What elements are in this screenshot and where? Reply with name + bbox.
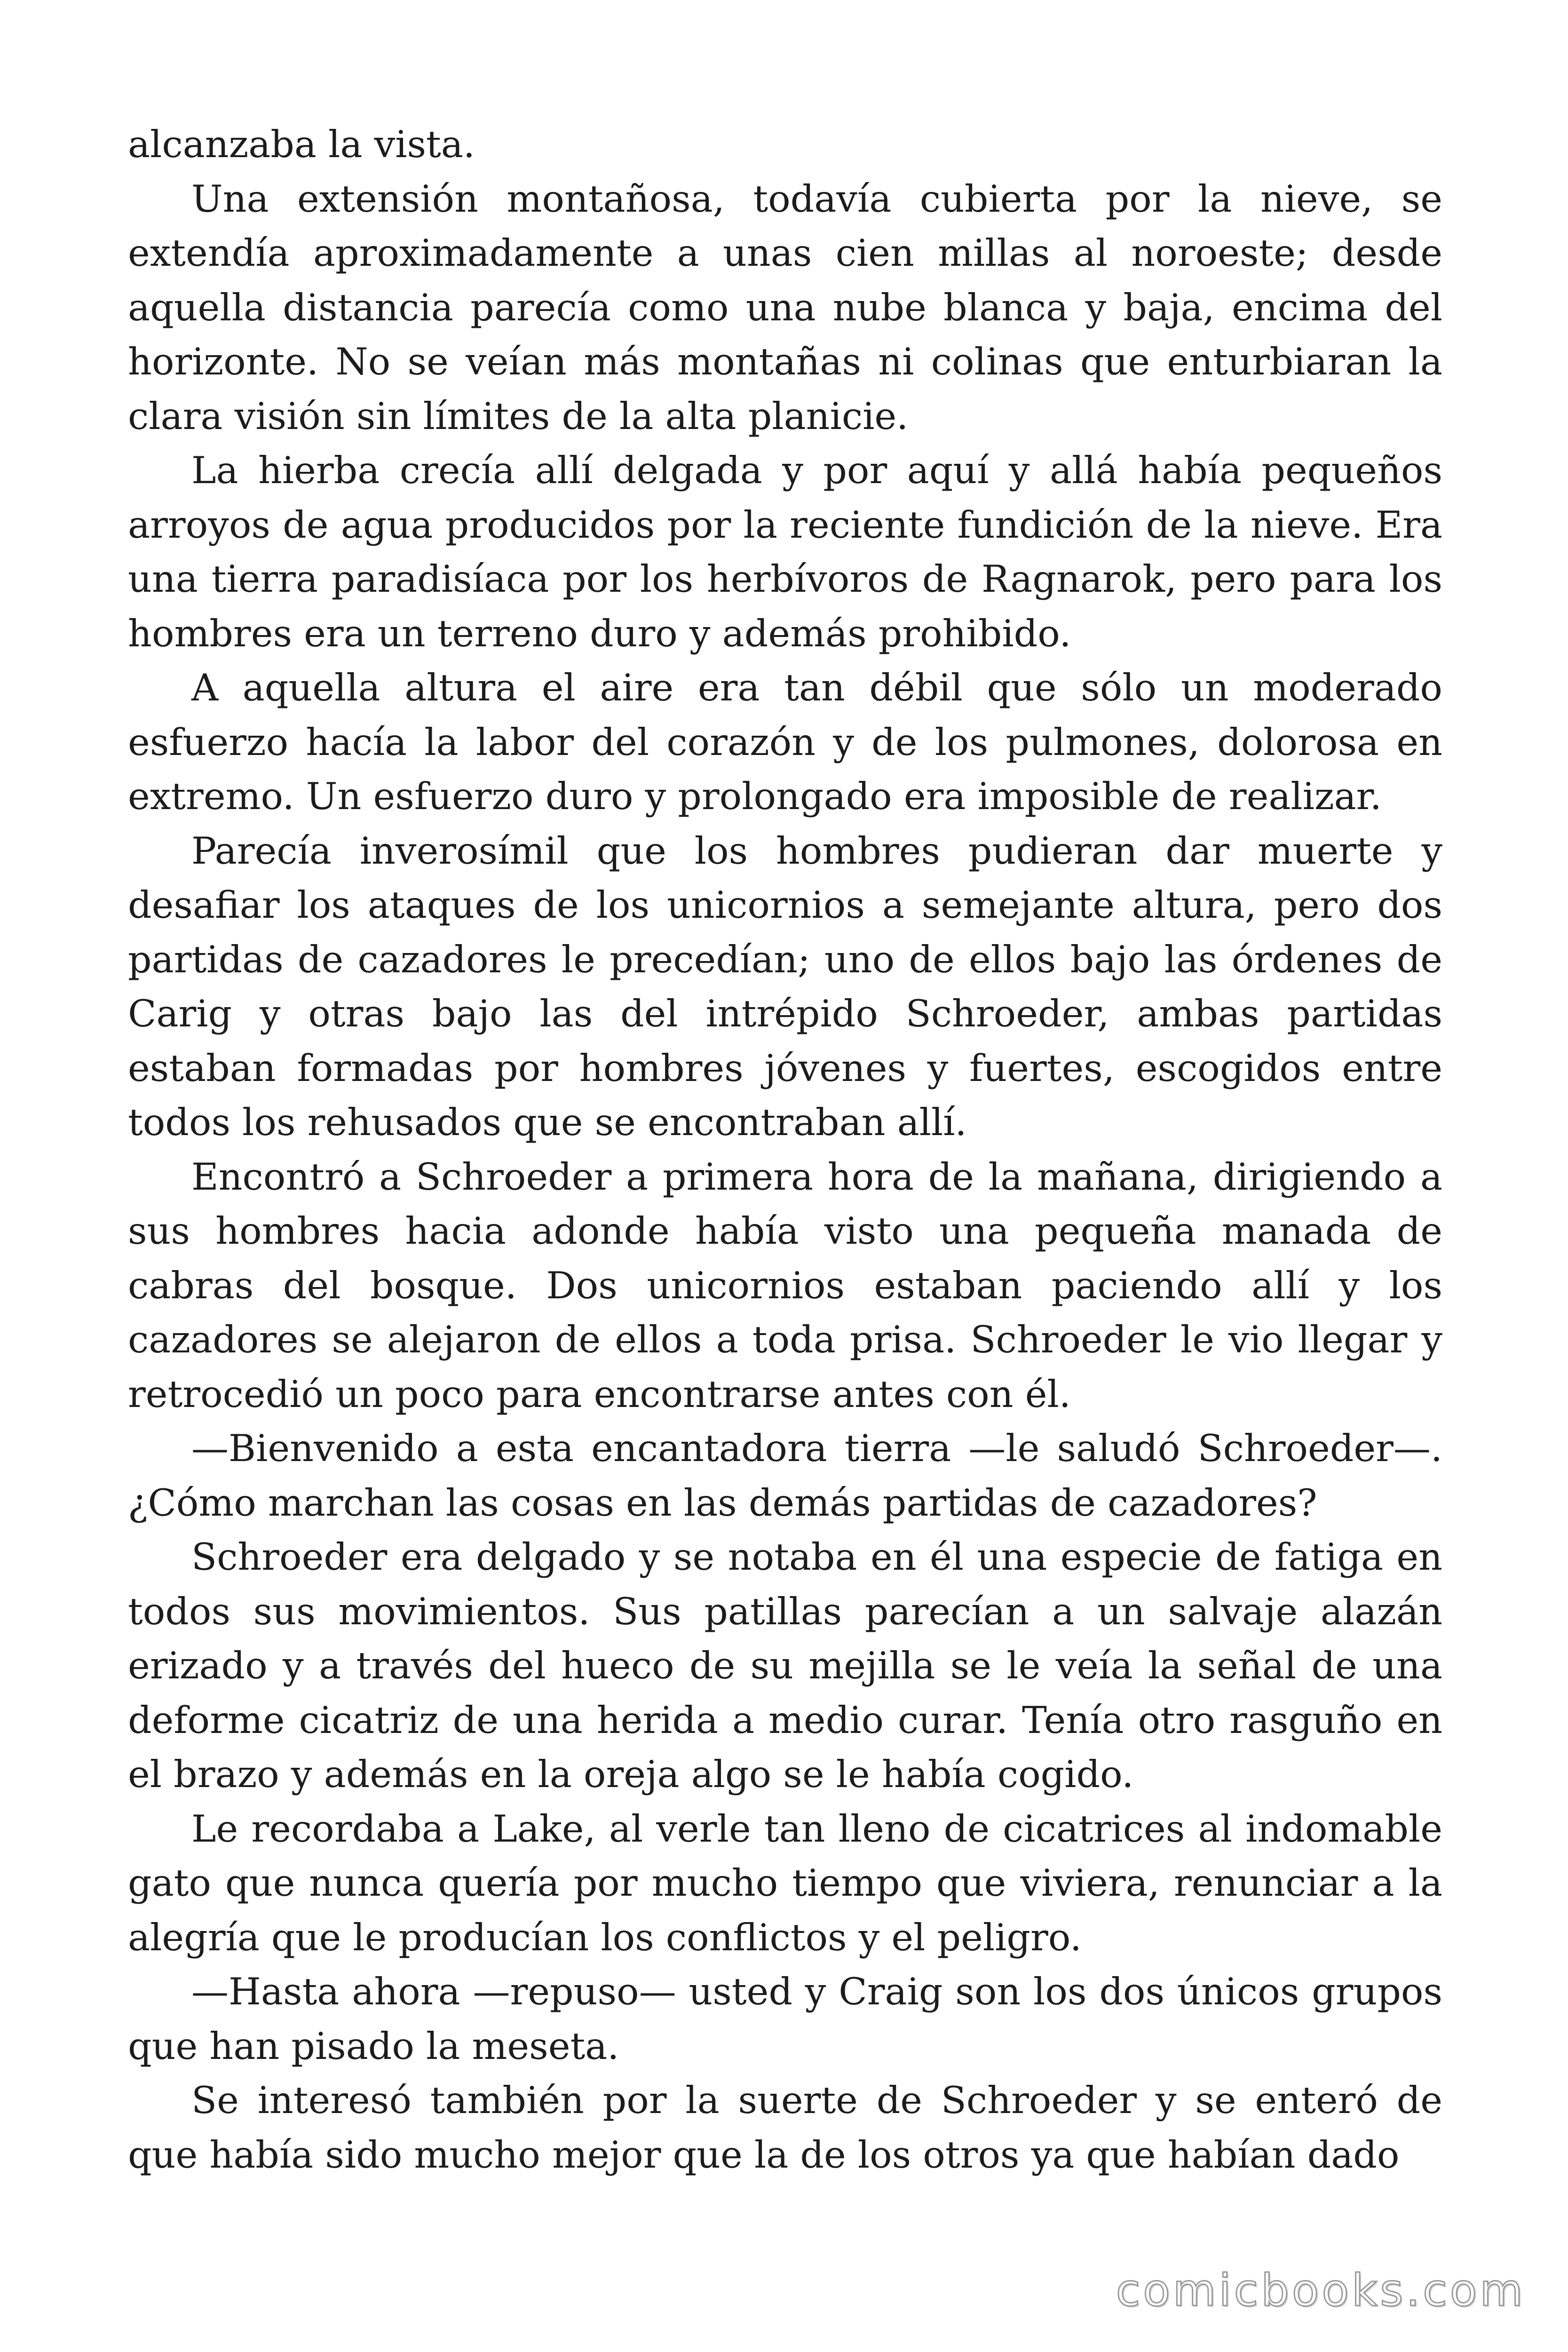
paragraph-9: Le recordaba a Lake, al verle tan lleno de cicatrices al indomable gato que nunca quería por mucho tiempo que viviera, renunciar a la alegría que le producían los conflictos y el peligro. [128,1807,1442,1959]
paragraph-8: Schroeder era delgado y se notaba en él una especie de fatiga en todos sus movimientos. Sus patillas parecían a un salvaje alazán erizado y a través del hueco de su mejilla se le veía la señal de una deforme cicatriz de una herida a medio curar. Tenía otro rasguño en el brazo y además en la oreja algo se le había cogido. [128,1535,1442,1796]
watermark: comicbooks.com [1116,2265,1526,2316]
paragraph-2: Una extensión montañosa, todavía cubierta por la nieve, se extendía aproximadamente a unas cien millas al noroeste; desde aquella distancia parecía como una nube blanca y baja, encima del horizonte. No se veían más montañas ni colinas que enturbiaran la clara visión sin límites de la alta planicie. [128,177,1442,438]
paragraph-10: —Hasta ahora —repuso— usted y Craig son los dos únicos grupos que han pisado la meseta. [128,1970,1442,2068]
paragraph-7: —Bienvenido a esta encantadora tierra —le saludó Schroeder—. ¿Cómo marchan las cosas en las demás partidas de cazadores? [128,1427,1442,1525]
paragraph-1: alcanzaba la vista. [128,123,475,166]
paragraph-5: Parecía inverosímil que los hombres pudieran dar muerte y desafiar los ataques de los unicornios a semejante altura, pero dos partidas de cazadores le precedían; uno de ellos bajo las órdenes de Carig y otras bajo las del intrépido Schroeder, ambas partidas estaban formadas por hombres jóvenes y fuertes, escogidos entre todos los rehusados que se encontraban allí. [128,829,1442,1144]
body-text [128,118,1442,2182]
paragraph-4: A aquella altura el aire era tan débil que sólo un moderado esfuerzo hacía la labor del corazón y de los pulmones, dolorosa en extremo. Un esfuerzo duro y prolongado era imposible de realizar. [128,666,1442,818]
paragraph-11: Se interesó también por la suerte de Schroeder y se enteró de que había sido mucho mejor que la de los otros ya que habían dado [128,2079,1442,2177]
paragraph-6: Encontró a Schroeder a primera hora de la mañana, dirigiendo a sus hombres hacia adonde había visto una pequeña manada de cabras del bosque. Dos unicornios estaban paciendo allí y los cazadores se alejaron de ellos a toda prisa. Schroeder le vio llegar y retrocedió un poco para encontrarse antes con él. [128,1155,1442,1416]
paragraph-3: La hierba crecía allí delgada y por aquí y allá había pequeños arroyos de agua producidos por la reciente fundición de la nieve. Era una tierra paradisíaca por los herbívoros de Ragnarok, pero para los hombres era un terreno duro y además prohibido. [128,449,1442,655]
